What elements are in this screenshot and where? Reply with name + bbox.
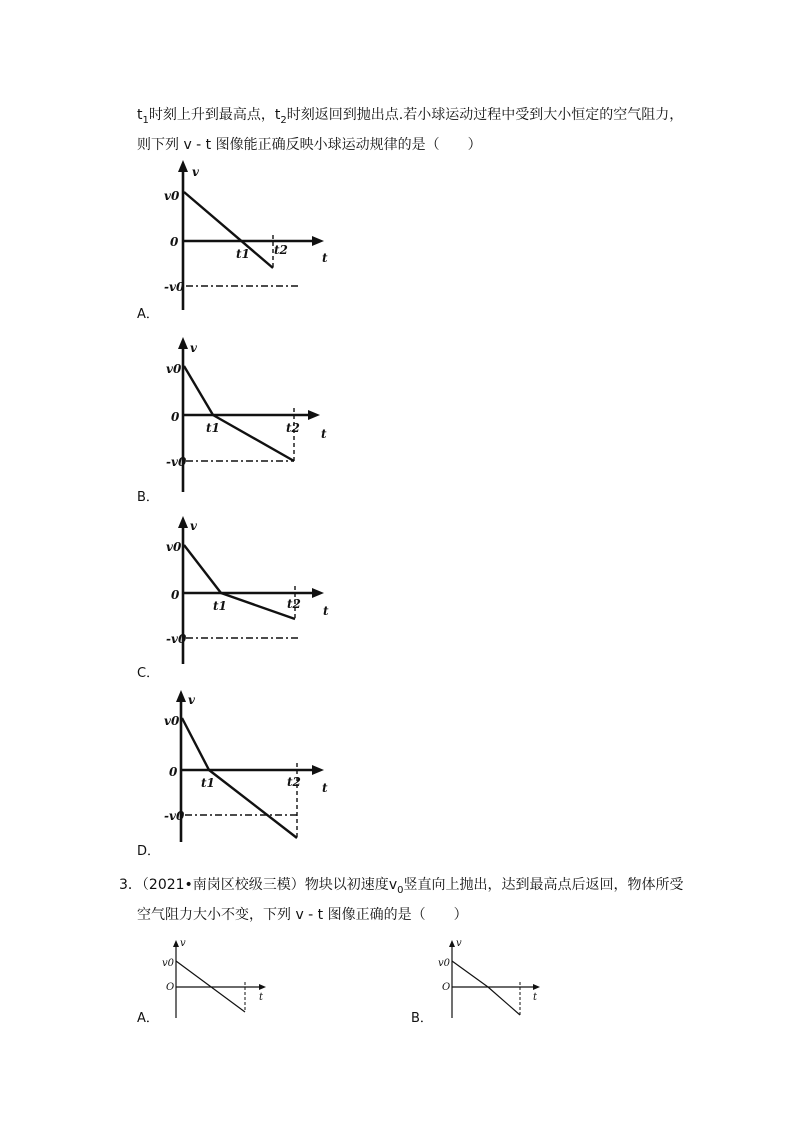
graph-d-v-label: v <box>188 693 195 707</box>
q3-graph-a-v-label: v <box>180 938 186 949</box>
question-3-number: 3． <box>119 877 142 893</box>
q3-graph-a-origin-label: O <box>166 982 175 993</box>
graph-b-t1-label: t1 <box>206 421 220 435</box>
graph-c-t1-label: t1 <box>213 599 227 613</box>
q3-option-b-label: B． <box>411 1011 433 1026</box>
q3-graph-b-origin-label: O <box>442 982 451 993</box>
option-b-label: B． <box>137 490 159 505</box>
q3-graph-a-t-label: t <box>259 992 264 1003</box>
q3-graph-b-t-arrow <box>533 984 540 990</box>
graph-a-neg-v0-label: -v0 <box>164 280 185 294</box>
graph-c-t2-label: t2 <box>287 597 301 611</box>
q3-option-a-label: A． <box>137 1011 159 1026</box>
q3-v0-symbol: v <box>388 877 398 893</box>
graph-c-v-label: v <box>190 519 197 533</box>
line-1-text-b: 时刻返回到抛出点.若小球运动过程中受到大小恒定的空气阻力， <box>286 107 684 123</box>
q3-graph-b-v-arrow <box>449 940 455 947</box>
graph-a-v0-label: v0 <box>164 189 180 203</box>
t2-subscript: 2 <box>280 114 287 126</box>
t1-subscript: 1 <box>142 114 149 126</box>
graph-b-t-label: t <box>321 427 327 441</box>
graph-d-zero-label: 0 <box>169 765 178 779</box>
q3-graph-b-velocity-down <box>488 987 520 1015</box>
graph-b-v-label: v <box>190 341 197 355</box>
q3-v0-subscript: 0 <box>397 884 404 896</box>
q3-graph-b-v0-label: v0 <box>438 958 451 969</box>
q3-graph-b-velocity-up <box>452 961 488 987</box>
graph-a-t-label: t <box>322 251 328 265</box>
graph-b-neg-v0-label: -v0 <box>166 455 187 469</box>
q3-graph-a-v0-label: v0 <box>162 958 175 969</box>
q3-graph-b-v-label: v <box>456 938 462 949</box>
q3-graph-b-t-label: t <box>533 992 538 1003</box>
graph-d-t2-label: t2 <box>287 775 301 789</box>
t2-symbol: t <box>274 107 281 123</box>
graph-d-neg-v0-label: -v0 <box>164 809 185 823</box>
line-1-text-a: 时刻上升到最高点， <box>148 107 275 123</box>
option-c-label: C． <box>137 666 160 681</box>
question-3-text-b: 竖直向上抛出，达到最高点后返回，物体所受 <box>403 877 684 893</box>
question-2-line-2: 则下列 v - t 图像能正确反映小球运动规律的是（ ） <box>137 137 482 153</box>
graph-b-zero-label: 0 <box>171 410 180 424</box>
graph-b-v0-label: v0 <box>166 362 182 376</box>
graph-b-t2-label: t2 <box>286 421 300 435</box>
graph-a-t2-label: t2 <box>274 243 288 257</box>
graph-a-zero-label: 0 <box>170 235 179 249</box>
graph-c-neg-v0-label: -v0 <box>166 632 187 646</box>
graph-d-v0-label: v0 <box>164 714 180 728</box>
graph-d-t-label: t <box>322 781 328 795</box>
graph-a-t1-label: t1 <box>236 247 250 261</box>
option-a-label: A． <box>137 307 159 322</box>
question-3-line-2: 空气阻力大小不变，下列 v - t 图像正确的是（ ） <box>137 907 468 923</box>
question-3-source: （2021•南岗区校级三模） <box>141 877 305 893</box>
option-d-label: D． <box>137 844 161 859</box>
graph-c-t-label: t <box>323 604 329 618</box>
question-3-text-a: 物块以初速度 <box>304 877 389 893</box>
graph-c-v0-label: v0 <box>166 540 182 554</box>
graph-a-v-label: v <box>192 165 199 179</box>
graph-c-zero-label: 0 <box>171 588 180 602</box>
graph-d-t1-label: t1 <box>201 776 215 790</box>
t1-symbol: t <box>137 107 143 123</box>
